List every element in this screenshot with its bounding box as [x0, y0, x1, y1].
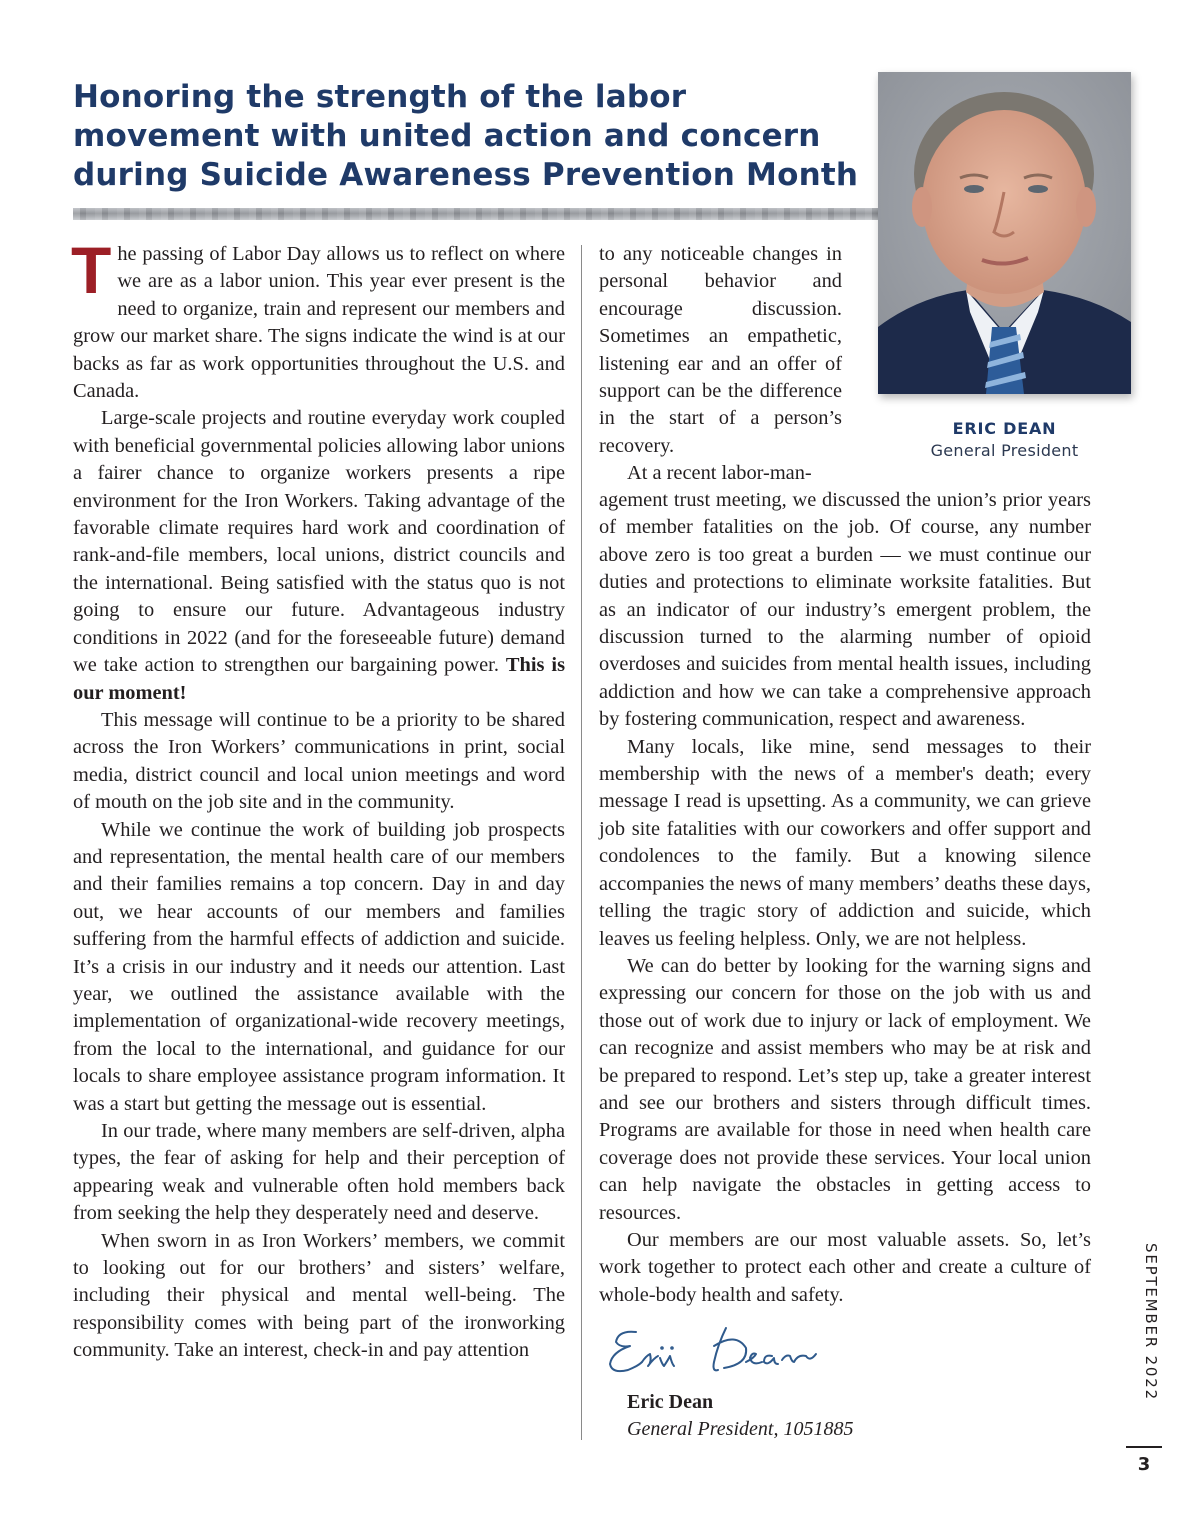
paragraph-6: When sworn in as Iron Workers’ members, we commit to looking out for our brothers’ and sisters’ welfare, including their physical and mental well-being. The responsibility comes with being part of the ironworking community. Take an interest, check-in and pay attention: [73, 1229, 565, 1362]
drop-cap: T: [71, 233, 112, 307]
signoff-title: General President, 1051885: [627, 1418, 854, 1440]
article-column-2: [599, 487, 1091, 1309]
emphasis-callout: This is our moment!: [73, 654, 565, 704]
paragraph-5: In our trade, where many members are self-driven, alpha types, the fear of asking for help and their perception of appearing weak and vulnerable often hold members back from seeking the help they desperately need and deserve.: [73, 1120, 565, 1225]
paragraph-3: This message will continue to be a priority to be shared across the Iron Workers’ communications in print, social media, district council and local union meetings and word of mouth on the job site and in the community.: [73, 708, 565, 814]
article-column-1: [71, 233, 565, 1365]
caption-title: General President: [930, 441, 1079, 460]
paragraph-4: While we continue the work of building job prospects and representation, the mental health care of our members and their families remains a top concern. Day in and day out, we hear accounts of our members and families suffering from the harmful effects of addiction and suicide. It’s a crisis in our industry and it needs our attention. Last year, we outlined the assistance available with the implementation of organizational-wide recovery meetings, from the local to the international, and guidance for our locals to share employee assistance program information. It was a start but getting the message out is essential.: [73, 818, 565, 1115]
article-headline: [73, 78, 863, 195]
paragraph-1: [71, 233, 565, 405]
paragraph-6-continued: to any noticeable changes in personal behavior and encourage discussion. Sometimes an empathetic, listening ear and an offer of support can be the difference in the start of a person’s recovery.: [599, 243, 842, 457]
page-number: 3: [1137, 1454, 1151, 1475]
signoff-name: Eric Dean: [627, 1391, 714, 1413]
paragraph-2-text: Large-scale projects and routine everyday work coupled with beneficial governmental policies allowing labor unions a fairer chance to organize workers presents a ripe environment for the Iron Workers. Taking advantage of the favorable climate requires hard work and coordination of rank-and-file members, local unions, district councils and the international. Being satisfied with the status quo is not going to ensure our future. Advantageous industry conditions in 2022 (and for the foreseeable future) demand we take action to strengthen our bargaining power.: [73, 407, 565, 677]
paragraph-7-start: At a recent labor-man-: [627, 462, 812, 485]
folio-rule: [1126, 1446, 1162, 1448]
caption-name: ERIC DEAN: [952, 419, 1057, 438]
portrait-photo: [878, 72, 1131, 394]
paragraph-9: We can do better by looking for the warning signs and expressing our concern for those on the job with us and those out of work due to injury or lack of employment. We can recognize and assist members who may be at risk and be prepared to respond. Let’s step up, take a greater interest and see our brothers and sisters through difficult times. Programs are available for those in need when health care coverage does not provide these services. Your local union can help navigate the obstacles in getting access to resources.: [599, 954, 1091, 1224]
folio-issue-date: SEPTEMBER 2022: [1142, 1243, 1160, 1401]
photo-caption: [878, 418, 1131, 462]
paragraph-8: Many locals, like mine, send messages to their membership with the news of a member's death; every message I read is upsetting. As a community, we can grieve job site fatalities with our coworkers and offer support and condolences to the family. But a knowing silence accompanies the news of many members’ deaths these days, telling the tragic story of addiction and suicide, which leaves us feeling helpless. Only, we are not helpless.: [599, 735, 1091, 950]
headline-line-3: during Suicide Awareness Prevention Month: [73, 157, 859, 193]
signature-icon: [606, 1318, 836, 1384]
portrait-illustration-icon: [878, 72, 1131, 394]
paragraph-1-text: he passing of Labor Day allows us to reflect on where we are as a labor union. This year ever present is the need to organize, train and represent our members and grow our market share. The signs indicate the wind is at our backs as far as work opportunities throughout the U.S. and Canada.: [73, 243, 565, 403]
paragraph-7-continued: agement trust meeting, we discussed the union’s prior years of member fatalities on the job. Of course, any number above zero is too great a burden — we must continue our duties and protections to eliminate worksite fatalities. But as an indicator of our industry’s emergent problem, the discussion turned to the alarming number of opioid overdoses and suicides from mental health issues, including addiction and how we can take a comprehensive approach by fostering communication, respect and awareness.: [599, 489, 1091, 731]
headline-line-1: Honoring the strength of the labor: [73, 79, 687, 115]
article-column-2-narrow: [599, 241, 842, 488]
column-divider: [581, 245, 582, 1440]
paragraph-10: Our members are our most valuable assets. So, let’s work together to protect each other and create a culture of whole-body health and safety.: [599, 1228, 1091, 1306]
headline-line-2: movement with united action and concern: [73, 118, 821, 154]
paragraph-2: [73, 405, 565, 706]
steel-divider-bar: [73, 208, 878, 220]
